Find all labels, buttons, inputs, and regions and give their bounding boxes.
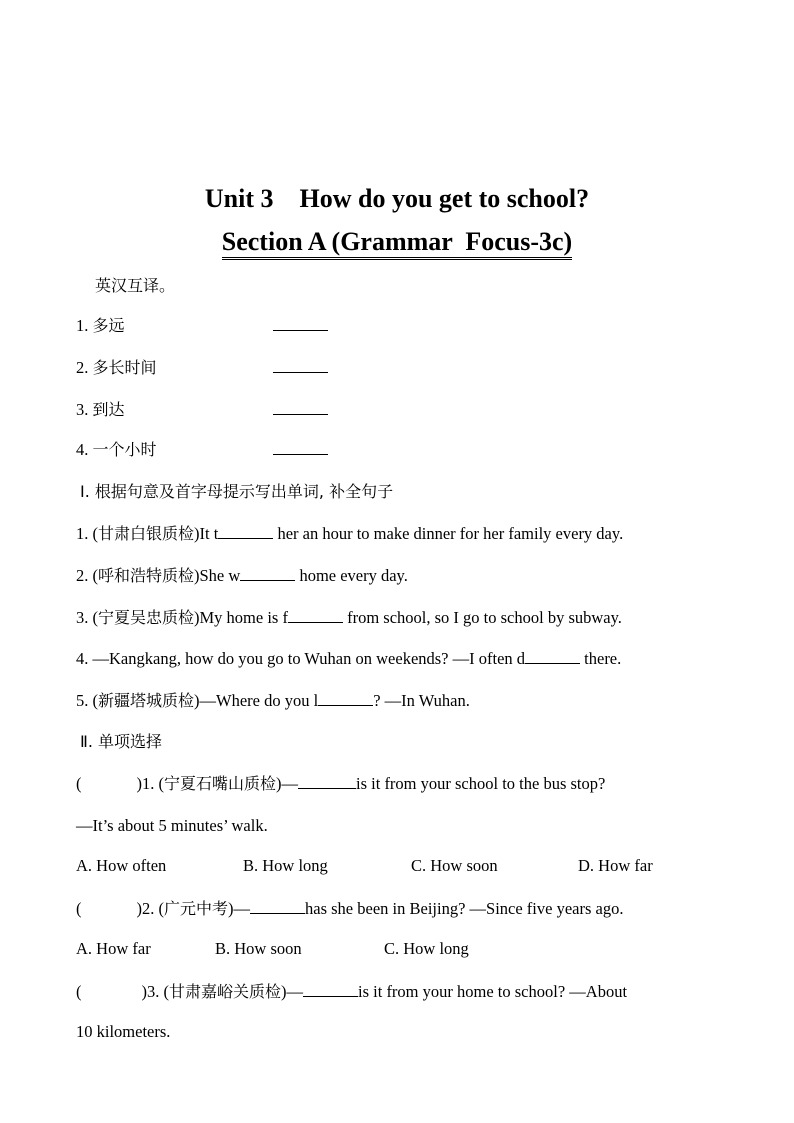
vocab-term: 多长时间: [92, 358, 157, 377]
vocab-heading: 英汉互译。: [95, 276, 176, 295]
source-tag: 甘肃白银质检: [98, 524, 195, 543]
answer-paren: (: [76, 899, 82, 918]
answer-paren: (: [76, 774, 82, 793]
fill-sentence: [76, 649, 621, 669]
sentence-text: )My home is f: [194, 608, 288, 627]
question-text: )—: [281, 982, 304, 1001]
vocab-item: [76, 400, 328, 420]
answer-blank[interactable]: [525, 649, 580, 664]
sentence-text: )—Where do you l: [194, 691, 319, 710]
sentence-text: her an hour to make dinner for her family every day.: [273, 524, 624, 543]
vocab-number: 1.: [76, 316, 89, 335]
vocab-item: [76, 316, 328, 336]
sentence-number: 1. (: [76, 524, 98, 543]
sentence-text: there.: [580, 649, 622, 668]
option-b[interactable]: B. How soon: [215, 939, 302, 958]
question-continuation: —It’s about 5 minutes’ walk.: [76, 816, 268, 835]
question-text: is it from your home to school? —About: [358, 982, 628, 1001]
question-text: )—: [276, 774, 299, 793]
vocab-term: 多远: [92, 316, 125, 335]
sentence-text: 4. —Kangkang, how do you go to Wuhan on weekends? —I often d: [76, 649, 526, 668]
option-b[interactable]: B. How long: [243, 856, 328, 875]
vocab-item: [76, 440, 328, 460]
sentence-text: )She w: [194, 566, 241, 585]
question-text: has she been in Beijing? —Since five years ago.: [305, 899, 624, 918]
answer-blank[interactable]: [273, 316, 328, 331]
sentence-number: 2. (: [76, 566, 98, 585]
section2-heading: Ⅱ. 单项选择: [80, 732, 163, 751]
section-title-text: Section A (Grammar Focus-3c): [222, 227, 572, 260]
source-tag: 甘肃嘉峪关质检: [169, 982, 282, 1001]
mc-question: [76, 982, 627, 1002]
answer-blank[interactable]: [250, 899, 305, 914]
section1-heading: Ⅰ. 根据句意及首字母提示写出单词, 补全句子: [80, 482, 394, 501]
fill-sentence: [76, 524, 623, 544]
fill-sentence: [76, 608, 622, 628]
source-tag: 宁夏石嘴山质检: [164, 774, 277, 793]
source-tag: 广元中考: [164, 899, 229, 918]
mc-options: [76, 856, 653, 876]
sentence-text: )It t: [194, 524, 219, 543]
sentence-text: from school, so I go to school by subway.: [342, 608, 622, 627]
mc-question: [76, 774, 605, 794]
source-tag: 呼和浩特质检: [98, 566, 195, 585]
answer-blank[interactable]: [240, 566, 295, 581]
vocab-number: 4.: [76, 440, 89, 459]
source-tag: 新疆塔城质检: [98, 691, 195, 710]
answer-blank[interactable]: [298, 774, 356, 789]
fill-sentence: [76, 566, 408, 586]
question-number: )2. (: [136, 899, 164, 918]
question-continuation: 10 kilometers.: [76, 1022, 171, 1041]
option-d[interactable]: D. How far: [578, 856, 653, 875]
answer-blank[interactable]: [318, 691, 373, 706]
vocab-term: 到达: [92, 400, 125, 419]
vocab-number: 2.: [76, 358, 89, 377]
question-text: )—: [228, 899, 251, 918]
mc-options: [76, 939, 469, 959]
question-text: is it from your school to the bus stop?: [356, 774, 606, 793]
question-number: )3. (: [141, 982, 169, 1001]
answer-blank[interactable]: [288, 608, 343, 623]
vocab-item: [76, 358, 328, 378]
answer-blank[interactable]: [218, 524, 273, 539]
option-c[interactable]: C. How soon: [411, 856, 498, 875]
source-tag: 宁夏吴忠质检: [98, 608, 195, 627]
option-a[interactable]: A. How far: [76, 939, 151, 958]
answer-blank[interactable]: [273, 358, 328, 373]
sentence-number: 5. (: [76, 691, 98, 710]
question-number: )1. (: [136, 774, 164, 793]
option-a[interactable]: A. How often: [76, 856, 167, 875]
option-c[interactable]: C. How long: [384, 939, 469, 958]
unit-title: Unit 3 How do you get to school?: [204, 184, 590, 213]
answer-blank[interactable]: [303, 982, 358, 997]
section-title: [0, 227, 794, 257]
vocab-term: 一个小时: [92, 440, 157, 459]
sentence-number: 3. (: [76, 608, 98, 627]
sentence-text: home every day.: [295, 566, 408, 585]
vocab-number: 3.: [76, 400, 89, 419]
mc-question: [76, 899, 623, 919]
answer-blank[interactable]: [273, 440, 328, 455]
answer-paren: (: [76, 982, 82, 1001]
answer-blank[interactable]: [273, 400, 328, 415]
fill-sentence: [76, 691, 470, 711]
sentence-text: ? —In Wuhan.: [373, 691, 470, 710]
